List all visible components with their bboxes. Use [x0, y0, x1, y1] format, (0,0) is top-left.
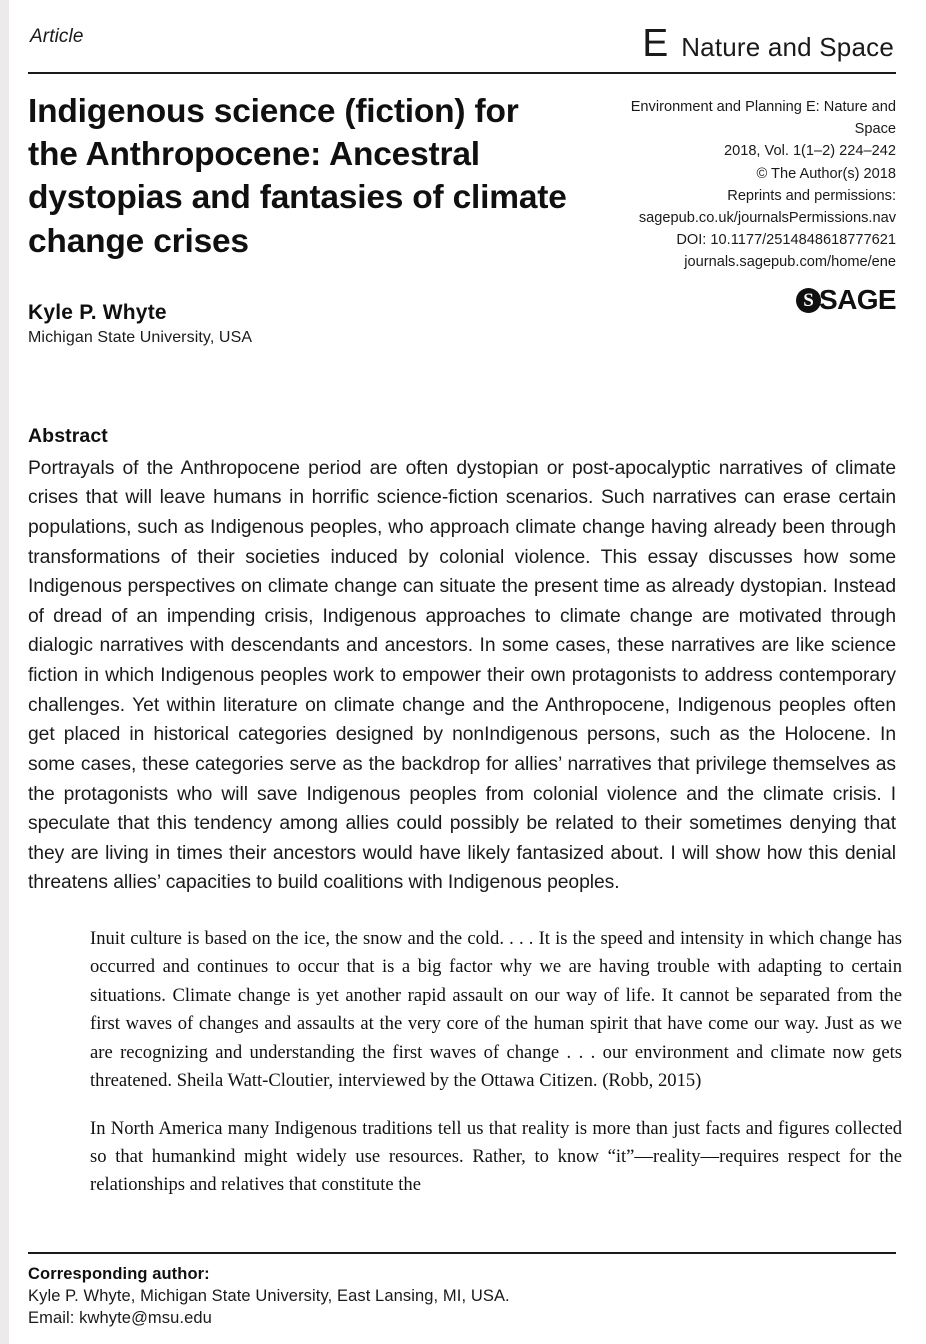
corresponding-author-address: Kyle P. Whyte, Michigan State University, East Lansing, MI, USA.	[28, 1287, 510, 1305]
journal-brand-name: Nature and Space	[681, 32, 894, 62]
author-affiliation: Michigan State University, USA	[28, 328, 253, 346]
abstract-heading: Abstract	[28, 424, 108, 447]
header-divider	[28, 72, 896, 74]
sage-wordmark: SAGE	[819, 284, 896, 316]
sage-circle-s-icon: S	[796, 288, 821, 313]
page-header	[28, 22, 896, 65]
body-paragraph: In North America many Indigenous traditions tell us that reality is more than just facts and figures collected so that humankind might widely use resources. Rather, to know “it”—reality—requires respect for the relationships and relatives that constitute the	[90, 1117, 902, 1196]
corresponding-author-email[interactable]: Email: kwhyte@msu.edu	[28, 1309, 212, 1327]
corresponding-author-heading: Corresponding author:	[28, 1265, 210, 1283]
metadata-line-doi[interactable]: DOI: 10.1177/2514848618777621	[676, 232, 896, 249]
title-and-metadata-row	[28, 90, 896, 347]
metadata-line-copyright: © The Author(s) 2018	[756, 165, 896, 182]
journal-metadata-block	[606, 90, 896, 316]
author-name: Kyle P. Whyte	[28, 300, 167, 324]
title-column	[28, 90, 573, 347]
author-block	[28, 301, 573, 347]
corresponding-author-footer	[28, 1252, 896, 1328]
metadata-line-reprints: Reprints and permissions:	[727, 187, 896, 204]
abstract-section	[28, 425, 896, 898]
journal-brand-letter: E	[642, 22, 669, 65]
body-text-block	[90, 925, 902, 1200]
journal-brand	[642, 22, 896, 65]
footer-divider	[28, 1252, 896, 1254]
page-title: Indigenous science (fiction) for the Anthropocene: Ancestral dystopias and fantasies of climate change crises	[28, 93, 567, 260]
sage-logo	[796, 284, 896, 316]
metadata-line-journal-url[interactable]: journals.sagepub.com/home/ene	[684, 254, 896, 271]
metadata-line-journal-cont: Space	[854, 121, 896, 138]
block-quote: Inuit culture is based on the ice, the snow and the cold. . . . It is the speed and intensity in which change has occurred and continues to occur that is a big factor why we are having trouble with adapting to certain situations. Climate change is yet another rapid assault on our way of life. It cannot be separated from the first waves of changes and assaults at the very core of the human spirit that have come our way. Just as we are recognizing and understanding the first waves of change . . . our environment and climate now gets threatened. Sheila Watt-Cloutier, interviewed by the Ottawa Citizen. (Robb, 2015)	[90, 927, 902, 1092]
metadata-line-journal: Environment and Planning E: Nature and	[630, 99, 896, 115]
metadata-line-permissions-url[interactable]: sagepub.co.uk/journalsPermissions.nav	[638, 209, 896, 226]
article-type-label: Article	[30, 26, 84, 47]
abstract-text: Portrayals of the Anthropocene period are often dystopian or post-apocalyptic narratives of climate crises that will leave humans in horrific science-fiction scenarios. Such narratives can erase certain populations, such as Indigenous peoples, who approach climate change having already been through transformations of their societies induced by colonial violence. This essay discusses how some Indigenous perspectives on climate change can situate the present time as already dystopian. Instead of dread of an impending crisis, Indigenous approaches to climate change are motivated through dialogic narratives with descendants and ancestors. In some cases, these narratives are like science fiction in which Indigenous peoples work to empower their own protagonists to address contemporary challenges. Yet within literature on climate change and the Anthropocene, Indigenous peoples often get placed in historical categories designed by nonIndigenous persons, such as the Holocene. In some cases, these categories serve as the backdrop for allies’ narratives that privilege themselves as the protagonists who will save Indigenous peoples from colonial violence and the climate crisis. I speculate that this tendency among allies could possibly be related to their sometimes denying that they are living in times their ancestors would have likely fantasized about. I will show how this denial threatens allies’ capacities to build coalitions with Indigenous peoples.	[28, 457, 896, 894]
metadata-line-volume: 2018, Vol. 1(1–2) 224–242	[723, 143, 896, 160]
